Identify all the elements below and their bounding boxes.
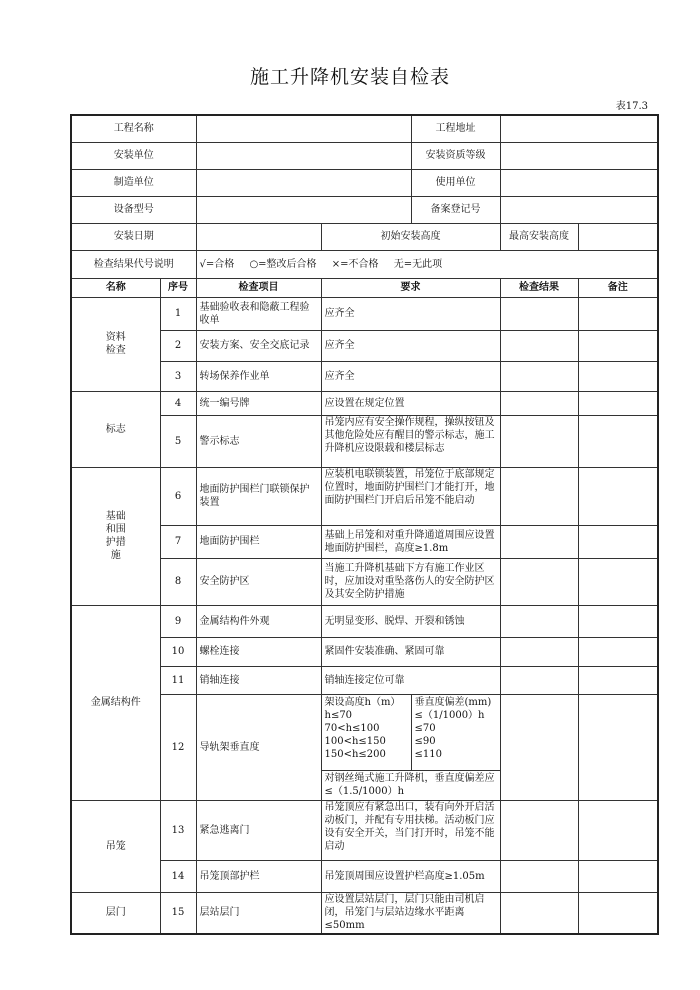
install-date-label: 安装日期 bbox=[71, 223, 196, 250]
table-row bbox=[71, 330, 658, 361]
height-range: 100<h≤150 bbox=[324, 735, 386, 747]
row-item: 层站层门 bbox=[196, 892, 321, 934]
deviation-value: ≤（1/1000）h bbox=[414, 709, 485, 721]
initial-height-label: 初始安装高度 bbox=[321, 223, 500, 250]
table-row bbox=[71, 694, 658, 770]
group-foundation: 基础 和围 护措 施 bbox=[71, 467, 160, 605]
qualification-label: 安装资质等级 bbox=[411, 142, 500, 169]
row-req: 应齐全 bbox=[321, 330, 500, 361]
user-label: 使用单位 bbox=[411, 169, 500, 196]
row-remark[interactable] bbox=[578, 637, 658, 666]
row-remark[interactable] bbox=[578, 297, 658, 330]
table-row bbox=[71, 666, 658, 694]
installer-value[interactable] bbox=[196, 142, 411, 169]
row-item: 地面防护围栏 bbox=[196, 525, 321, 558]
column-header-row bbox=[71, 278, 658, 297]
row-result[interactable] bbox=[500, 391, 578, 415]
row-req: 紧固件安装准确、紧固可靠 bbox=[321, 637, 500, 666]
project-name-label: 工程名称 bbox=[71, 115, 196, 142]
deviation-value: ≤110 bbox=[414, 748, 442, 760]
table-row bbox=[71, 467, 658, 525]
header-result: 检查结果 bbox=[500, 278, 578, 297]
row-item: 螺栓连接 bbox=[196, 637, 321, 666]
table-row bbox=[71, 525, 658, 558]
manufacturer-label: 制造单位 bbox=[71, 169, 196, 196]
table-row bbox=[71, 297, 658, 330]
row-result[interactable] bbox=[500, 800, 578, 860]
row-result[interactable] bbox=[500, 467, 578, 525]
row-remark[interactable] bbox=[578, 558, 658, 605]
project-name-value[interactable] bbox=[196, 115, 411, 142]
row-item: 导轨架垂直度 bbox=[196, 694, 321, 800]
row-result[interactable] bbox=[500, 330, 578, 361]
row-no: 13 bbox=[160, 800, 196, 860]
header-remark: 备注 bbox=[578, 278, 658, 297]
row-req: 应齐全 bbox=[321, 297, 500, 330]
registration-value[interactable] bbox=[500, 196, 658, 223]
table-row bbox=[71, 800, 658, 860]
height-range: h≤70 bbox=[324, 709, 353, 721]
row-req: 吊笼顶周围应设置护栏高度≥1.05m bbox=[321, 860, 500, 892]
row-result[interactable] bbox=[500, 860, 578, 892]
row-remark[interactable] bbox=[578, 860, 658, 892]
row-no: 6 bbox=[160, 467, 196, 525]
row-remark[interactable] bbox=[578, 694, 658, 800]
legend-na: 无=无此项 bbox=[393, 258, 443, 270]
row-item: 基础验收表和隐蔽工程验收单 bbox=[196, 297, 321, 330]
row-no: 2 bbox=[160, 330, 196, 361]
info-row bbox=[71, 142, 658, 169]
table-row bbox=[71, 892, 658, 934]
row-item: 统一编号牌 bbox=[196, 391, 321, 415]
row-remark[interactable] bbox=[578, 391, 658, 415]
info-row bbox=[71, 223, 658, 250]
group-signs: 标志 bbox=[71, 391, 160, 467]
table-row bbox=[71, 558, 658, 605]
row-result[interactable] bbox=[500, 892, 578, 934]
row-req-text: 吊笼顶应有紧急出口，装有向外开启活动板门，并配有专用扶梯。活动板门应设有安全开关，当门打开时，吊笼不能启动 bbox=[324, 801, 495, 852]
row-req: 基础上吊笼和对重升降通道周围应设置地面防护围栏，高度≥1.8m bbox=[321, 525, 500, 558]
row-result[interactable] bbox=[500, 415, 578, 467]
row-req-text: 吊笼内应有安全操作规程，操纵按钮及其他危险处应有醒目的警示标志，施工升降机应设限载和楼层标志 bbox=[324, 416, 495, 454]
table-row bbox=[71, 637, 658, 666]
row-remark[interactable] bbox=[578, 892, 658, 934]
table-row bbox=[71, 415, 658, 467]
table-row bbox=[71, 361, 658, 391]
header-requirement: 要求 bbox=[321, 278, 500, 297]
table-row bbox=[71, 860, 658, 892]
deviation-header: 垂直度偏差(mm) bbox=[414, 696, 492, 708]
row-no: 10 bbox=[160, 637, 196, 666]
row-item: 警示标志 bbox=[196, 415, 321, 467]
row-result[interactable] bbox=[500, 694, 578, 800]
manufacturer-value[interactable] bbox=[196, 169, 411, 196]
row-no: 12 bbox=[160, 694, 196, 800]
row-result[interactable] bbox=[500, 525, 578, 558]
max-height-label: 最高安装高度 bbox=[500, 223, 578, 250]
model-label: 设备型号 bbox=[71, 196, 196, 223]
row-item: 紧急逃离门 bbox=[196, 800, 321, 860]
row-item: 销轴连接 bbox=[196, 666, 321, 694]
row-item: 安装方案、安全交底记录 bbox=[196, 330, 321, 361]
row-req: 当施工升降机基础下方有施工作业区时，应加设对重坠落伤人的安全防护区及其安全防护措施 bbox=[321, 558, 500, 605]
height-range-header: 架设高度h（m） bbox=[324, 696, 401, 708]
deviation-cell bbox=[411, 694, 500, 770]
header-name: 名称 bbox=[71, 278, 160, 297]
table-row bbox=[71, 605, 658, 637]
row-req: 无明显变形、脱焊、开裂和锈蚀 bbox=[321, 605, 500, 637]
row-req bbox=[321, 467, 500, 525]
model-value[interactable] bbox=[196, 196, 411, 223]
row-item: 金属结构件外观 bbox=[196, 605, 321, 637]
row-remark[interactable] bbox=[578, 330, 658, 361]
row-no: 8 bbox=[160, 558, 196, 605]
row-req-text: 应装机电联锁装置，吊笼位于底部规定位置时，地面防护围栏门才能打开，地面防护围栏门开启后吊笼不能启动 bbox=[324, 468, 495, 506]
row-remark[interactable] bbox=[578, 666, 658, 694]
row-remark[interactable] bbox=[578, 361, 658, 391]
table-row bbox=[71, 391, 658, 415]
row-no: 4 bbox=[160, 391, 196, 415]
deviation-value: ≤70 bbox=[414, 722, 436, 734]
row-no: 7 bbox=[160, 525, 196, 558]
row-remark[interactable] bbox=[578, 525, 658, 558]
group-metal-structure: 金属结构件 bbox=[71, 605, 160, 800]
row-no: 15 bbox=[160, 892, 196, 934]
legend-fixed: ○=整改后合格 bbox=[249, 258, 317, 270]
legend-row bbox=[71, 250, 658, 278]
row-req bbox=[321, 892, 500, 934]
row-item: 吊笼顶部护栏 bbox=[196, 860, 321, 892]
row-result[interactable] bbox=[500, 297, 578, 330]
row-req: 应设置在规定位置 bbox=[321, 391, 500, 415]
row-req-text: 应设置层站层门，层门只能由司机启闭，吊笼门与层站边缘水平距离≤50mm bbox=[324, 893, 485, 931]
row-result[interactable] bbox=[500, 361, 578, 391]
row-item: 安全防护区 bbox=[196, 558, 321, 605]
row-result[interactable] bbox=[500, 666, 578, 694]
row-result[interactable] bbox=[500, 605, 578, 637]
legend-fail: ×=不合格 bbox=[331, 258, 379, 270]
row-req: 应齐全 bbox=[321, 361, 500, 391]
group-landing-door: 层门 bbox=[71, 892, 160, 934]
row-remark[interactable] bbox=[578, 415, 658, 467]
row-no: 5 bbox=[160, 415, 196, 467]
inspection-table bbox=[70, 114, 659, 935]
height-range-cell bbox=[321, 694, 411, 770]
user-value[interactable] bbox=[500, 169, 658, 196]
legend-label: 检查结果代号说明 bbox=[71, 250, 196, 278]
project-address-value[interactable] bbox=[500, 115, 658, 142]
row-item: 转场保养作业单 bbox=[196, 361, 321, 391]
install-date-value[interactable] bbox=[196, 223, 321, 250]
header-no: 序号 bbox=[160, 278, 196, 297]
row-result[interactable] bbox=[500, 637, 578, 666]
deviation-value: ≤90 bbox=[414, 735, 436, 747]
row-result[interactable] bbox=[500, 558, 578, 605]
height-range: 150<h≤200 bbox=[324, 748, 386, 760]
row-no: 1 bbox=[160, 297, 196, 330]
installer-label: 安装单位 bbox=[71, 142, 196, 169]
legend-items bbox=[196, 250, 658, 278]
row-req bbox=[321, 415, 500, 467]
group-cage: 吊笼 bbox=[71, 800, 160, 892]
row-no: 14 bbox=[160, 860, 196, 892]
legend-pass: √=合格 bbox=[199, 258, 235, 270]
project-address-label: 工程地址 bbox=[411, 115, 500, 142]
group-docs: 资料 检查 bbox=[71, 297, 160, 391]
row-req: 销轴连接定位可靠 bbox=[321, 666, 500, 694]
info-row bbox=[71, 115, 658, 142]
row-no: 3 bbox=[160, 361, 196, 391]
info-row bbox=[71, 169, 658, 196]
height-range: 70<h≤100 bbox=[324, 722, 380, 734]
header-item: 检查项目 bbox=[196, 278, 321, 297]
form-title: 施工升降机安装自检表 bbox=[249, 66, 450, 88]
row-remark[interactable] bbox=[578, 800, 658, 860]
row-remark[interactable] bbox=[578, 467, 658, 525]
info-row bbox=[71, 196, 658, 223]
qualification-value[interactable] bbox=[500, 142, 658, 169]
registration-label: 备案登记号 bbox=[411, 196, 500, 223]
row-remark[interactable] bbox=[578, 605, 658, 637]
row-req bbox=[321, 800, 500, 860]
row-item: 地面防护围栏门联锁保护装置 bbox=[196, 467, 321, 525]
max-height-value[interactable] bbox=[578, 223, 658, 250]
row-no: 9 bbox=[160, 605, 196, 637]
row-no: 11 bbox=[160, 666, 196, 694]
row-req: 对钢丝绳式施工升降机，垂直度偏差应≤（1.5/1000）h bbox=[321, 770, 500, 800]
form-number: 表17.3 bbox=[615, 101, 648, 112]
